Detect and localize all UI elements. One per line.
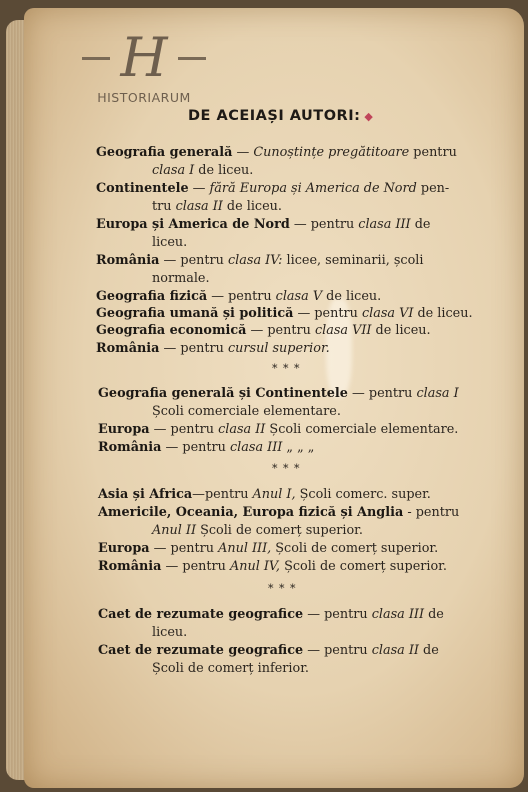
list-item: Continentele — fără Europa și America de Nord pen-	[96, 181, 450, 196]
list-item: România — pentru clasa III „ „ „	[98, 440, 315, 455]
page-heading: DE ACEIAȘI AUTORI: ◆	[188, 108, 374, 124]
list-item: Europa și America de Nord — pentru clasa III de	[96, 217, 431, 232]
list-item-continuation: liceu.	[152, 625, 188, 640]
list-item-continuation: clasa I de liceu.	[152, 163, 254, 178]
list-item: Geografia fizică — pentru clasa V de liceu.	[96, 289, 382, 304]
list-item: România — pentru cursul superior.	[96, 341, 330, 356]
list-item: România — pentru Anul IV, Școli de comerț superior.	[98, 559, 447, 574]
list-item-continuation: Școli comerciale elementare.	[152, 404, 341, 419]
section-separator: * * *	[268, 582, 297, 595]
logo-text: HISTORIARUM	[97, 90, 191, 105]
list-item: Europa — pentru Anul III, Școli de comerț superior.	[98, 541, 439, 556]
list-item-continuation: tru clasa II de liceu.	[152, 199, 282, 214]
list-item: Geografia generală — Cunoștințe pregătitoare pentru	[96, 145, 457, 160]
list-item: Asia și Africa—pentru Anul I, Școli comerc. super.	[98, 487, 431, 502]
list-item-continuation: Școli de comerț inferior.	[152, 661, 309, 676]
list-item-continuation: liceu.	[152, 235, 188, 250]
list-item: Geografia umană și politică — pentru clasa VI de liceu.	[96, 306, 473, 321]
historiarum-logo	[74, 28, 214, 105]
section-separator: * * *	[272, 462, 301, 475]
section-separator: * * *	[272, 362, 301, 375]
list-item: Caet de rezumate geografice — pentru clasa II de	[98, 643, 439, 658]
list-item-continuation: normale.	[152, 271, 210, 286]
list-item: Geografia economică — pentru clasa VII de liceu.	[96, 323, 431, 338]
list-item: Caet de rezumate geografice — pentru clasa III de	[98, 607, 444, 622]
list-item: Geografia generală și Continentele — pentru clasa I	[98, 386, 459, 401]
list-item: România — pentru clasa IV: licee, seminarii, școli	[96, 253, 424, 268]
list-item: Americile, Oceania, Europa fizică și Anglia - pentru	[98, 505, 460, 520]
list-item-continuation: Anul II Școli de comerț superior.	[152, 523, 363, 538]
list-item: Europa — pentru clasa II Școli comerciale elementare.	[98, 422, 459, 437]
logo-glyph: H	[120, 26, 168, 89]
